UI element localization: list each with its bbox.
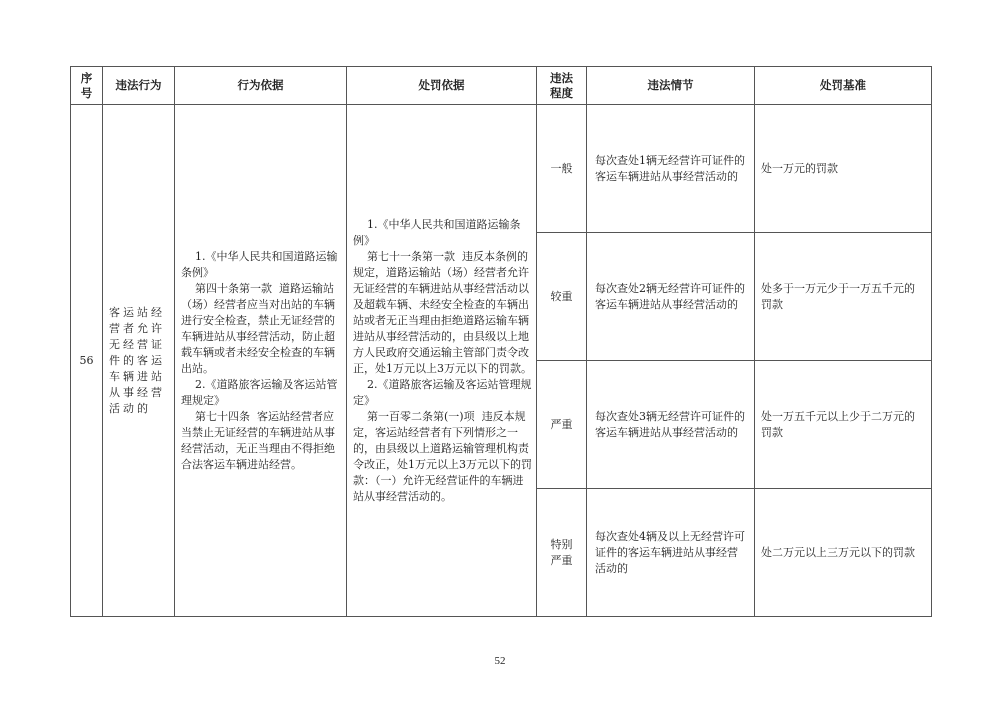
header-circumstance: 违法情节 <box>587 67 755 105</box>
table-row <box>71 105 932 233</box>
circumstance-cell: 每次查处2辆无经营许可证件的客运车辆进站从事经营活动的 <box>587 233 755 361</box>
standard-cell: 处一万元的罚款 <box>755 105 932 233</box>
header-standard: 处罚基准 <box>755 67 932 105</box>
standard-cell: 处二万元以上三万元以下的罚款 <box>755 489 932 617</box>
level-cell: 一般 <box>537 105 587 233</box>
row-basis <box>175 105 347 617</box>
penalty-line: 1.《中华人民共和国道路运输条例》 <box>353 217 521 247</box>
penalty-line: 2.《道路旅客运输及客运站管理规定》 <box>353 377 532 407</box>
penalty-line: 第七十一条第一款 违反本条例的规定，道路运输站（场）经营者允许无证经营的车辆进站从事经营活动以及超载车辆、未经安全检查的车辆出站或者无正当理由拒绝道路运输车辆进站从事经营活动的，由县级以上地方人民政府交通运输主管部门责令改正，处1万元以上3万元以下的罚款。 <box>353 249 532 375</box>
basis-line: 第七十四条 客运站经营者应当禁止无证经营的车辆进站从事经营活动，无正当理由不得拒绝合法客运车辆进站经营。 <box>181 409 335 471</box>
circumstance-cell: 每次查处3辆无经营许可证件的客运车辆进站从事经营活动的 <box>587 361 755 489</box>
standard-cell: 处一万五千元以上少于二万元的罚款 <box>755 361 932 489</box>
level-cell: 较重 <box>537 233 587 361</box>
row-seq: 56 <box>71 105 103 617</box>
basis-line: 2.《道路旅客运输及客运站管理规定》 <box>181 377 338 407</box>
row-penalty-basis <box>347 105 537 617</box>
header-act: 违法行为 <box>103 67 175 105</box>
header-seq: 序 号 <box>71 67 103 105</box>
level-cell: 特别 严重 <box>537 489 587 617</box>
level-cell: 严重 <box>537 361 587 489</box>
page-number: 52 <box>494 655 506 667</box>
circumstance-cell: 每次查处1辆无经营许可证件的客运车辆进站从事经营活动的 <box>587 105 755 233</box>
act-text: 客运站经营者允许无经营证件的客运车辆进站从事经营活动的 <box>109 305 165 415</box>
header-level: 违法 程度 <box>537 67 587 105</box>
header-row <box>71 67 932 105</box>
basis-line: 第四十条第一款 道路运输站（场）经营者应当对出站的车辆进行安全检查，禁止无证经营的车辆进站从事经营活动，防止超载车辆或者未经安全检查的车辆出站。 <box>181 281 335 375</box>
standard-cell: 处多于一万元少于一万五千元的罚款 <box>755 233 932 361</box>
header-penalty-basis: 处罚依据 <box>347 67 537 105</box>
penalty-table <box>70 66 932 617</box>
header-basis: 行为依据 <box>175 67 347 105</box>
row-act <box>103 105 175 617</box>
penalty-line: 第一百零二条第(一)项 违反本规定，客运站经营者有下列情形之一的，由县级以上道路运输管理机构责令改正，处1万元以上3万元以下的罚款：（一）允许无经营证件的车辆进站从事经营活动的。 <box>353 409 532 503</box>
circumstance-cell: 每次查处4辆及以上无经营许可证件的客运车辆进站从事经营活动的 <box>587 489 755 617</box>
basis-line: 1.《中华人民共和国道路运输条例》 <box>181 249 338 279</box>
